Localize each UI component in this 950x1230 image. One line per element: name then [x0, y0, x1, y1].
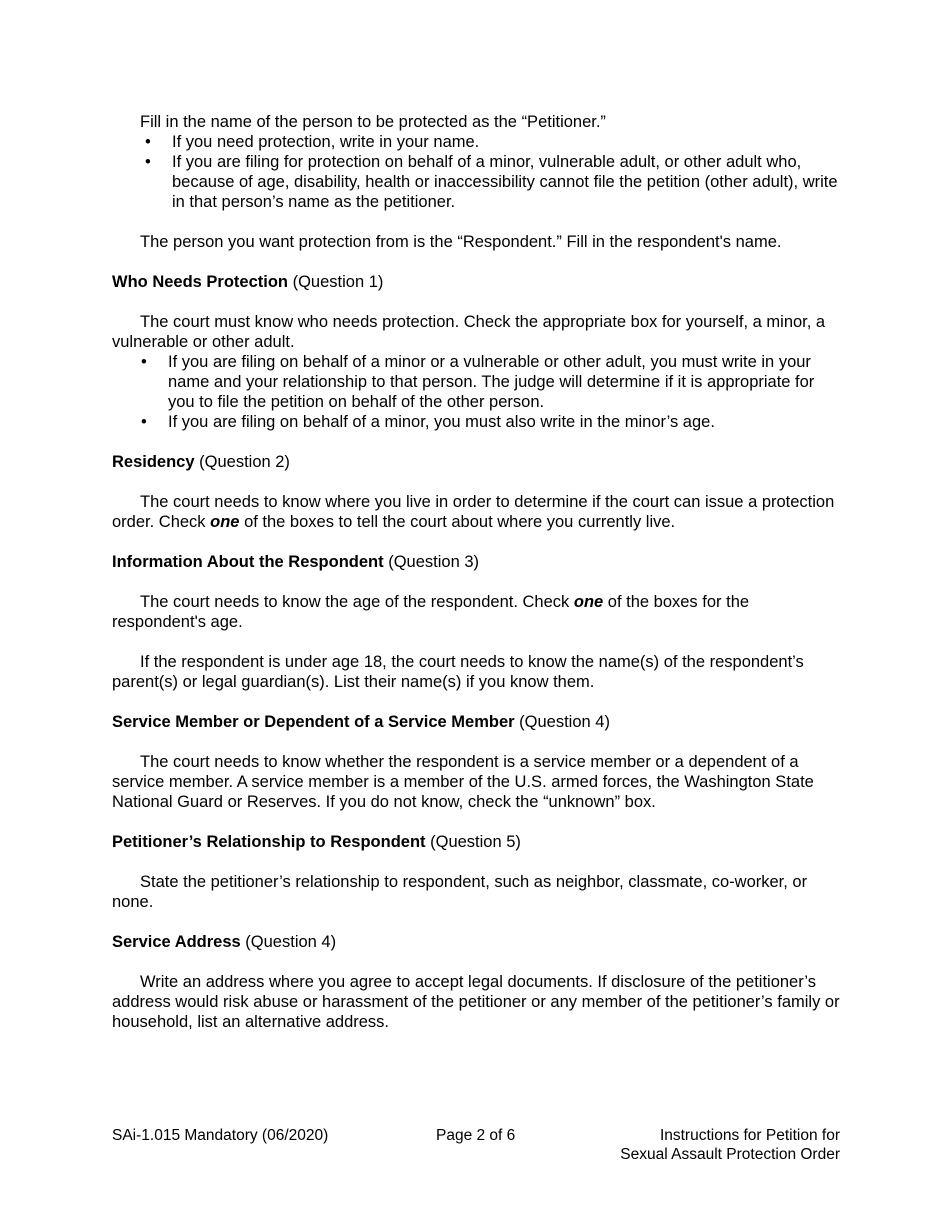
section-paragraph: If the respondent is under age 18, the court needs to know the name(s) of the respondent’s parent(s) or legal guardian(s). List their name(s) if you know them.	[112, 653, 804, 691]
section-paragraph: The court must know who needs protection. Check the appropriate box for yourself, a minor, a vulnerable or other adult.	[112, 313, 826, 351]
petitioner-bullets	[112, 132, 840, 212]
section-paragraph: The court needs to know whether the respondent is a service member or a dependent of a service member. A service member is a member of the U.S. armed forces, the Washington State National Guard or Reserves. If you do not know, check the “unknown” box.	[112, 753, 814, 811]
section-paragraph: Write an address where you agree to accept legal documents. If disclosure of the petitioner’s address would risk abuse or harassment of the petitioner or any member of the petitioner’s family or household, list an alternative address.	[112, 973, 840, 1031]
protection-bullets	[112, 352, 840, 432]
list-item: • If you are filing for protection on behalf of a minor, vulnerable adult, or other adult who, because of age, disability, health or inaccessibility cannot file the petition (other adult), write in that person’s name as the petitioner.	[145, 153, 838, 211]
section-heading-respondent-info: Information About the Respondent (Question 3)	[112, 553, 479, 571]
section-heading-residency: Residency (Question 2)	[112, 453, 290, 471]
bullet-icon: •	[141, 413, 147, 431]
petitioner-instruction: Fill in the name of the person to be protected as the “Petitioner.”	[140, 113, 606, 131]
bullet-icon: •	[145, 153, 151, 171]
respondent-instruction: The person you want protection from is the “Respondent.” Fill in the respondent's name.	[140, 233, 782, 251]
bullet-icon: •	[145, 133, 151, 151]
list-item: • If you need protection, write in your name.	[145, 133, 480, 151]
form-id: SAi-1.015 Mandatory (06/2020)	[112, 1127, 329, 1144]
form-title: Instructions for Petition for Sexual Assault Protection Order	[620, 1127, 840, 1163]
list-item: • If you are filing on behalf of a minor, you must also write in the minor’s age.	[141, 413, 715, 431]
section-paragraph: State the petitioner’s relationship to respondent, such as neighbor, classmate, co-worker, or none.	[112, 873, 808, 911]
bullet-icon: •	[141, 353, 147, 371]
page-number: Page 2 of 6	[436, 1127, 516, 1144]
section-heading-service-address: Service Address (Question 4)	[112, 933, 337, 951]
section-heading-service-member: Service Member or Dependent of a Service Member (Question 4)	[112, 713, 610, 731]
section-paragraph: The court needs to know the age of the respondent. Check one of the boxes for the respondent's age.	[112, 593, 750, 631]
section-heading-who-needs-protection: Who Needs Protection (Question 1)	[112, 273, 384, 291]
list-item: • If you are filing on behalf of a minor or a vulnerable or other adult, you must write in your name and your relationship to that person. The judge will determine if it is appropriate for you to file the petition on behalf of the other person.	[141, 353, 815, 411]
document-body	[112, 112, 840, 1032]
section-heading-relationship: Petitioner’s Relationship to Respondent (Question 5)	[112, 833, 521, 851]
section-paragraph: The court needs to know where you live in order to determine if the court can issue a protection order. Check one of the boxes to tell the court about where you currently live.	[112, 493, 835, 531]
